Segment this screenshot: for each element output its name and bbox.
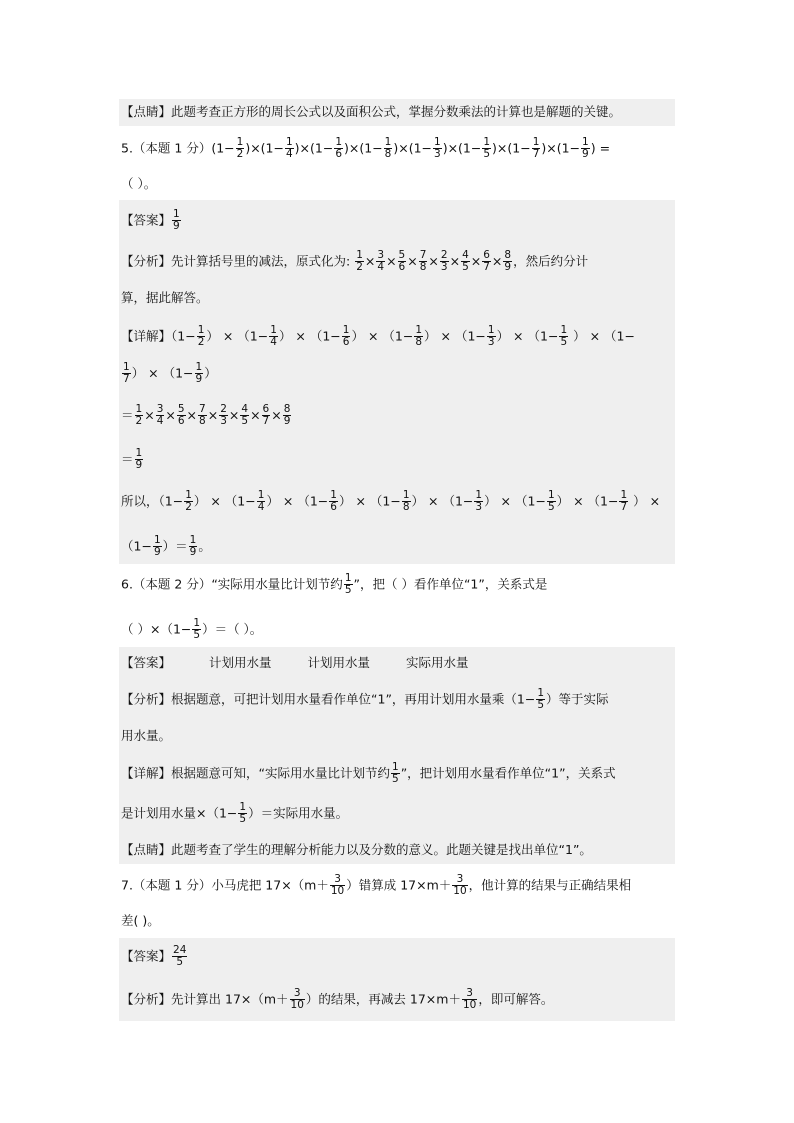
denominator: 9 bbox=[504, 261, 512, 274]
fraction bbox=[342, 325, 351, 349]
text-span: ）＝ bbox=[162, 538, 188, 554]
text-span: ＝ bbox=[121, 451, 134, 467]
equals: = bbox=[599, 140, 611, 156]
fraction bbox=[482, 250, 491, 274]
detail-label: 【详解】 bbox=[121, 328, 172, 344]
fraction bbox=[532, 137, 541, 161]
dianjing-label: 【点睛】 bbox=[121, 842, 172, 857]
fraction bbox=[487, 325, 496, 349]
denominator: 6 bbox=[335, 148, 343, 161]
denominator: 4 bbox=[270, 336, 277, 349]
denominator: 5 bbox=[547, 501, 555, 514]
denominator: 9 bbox=[189, 546, 197, 559]
denominator: 10 bbox=[290, 999, 304, 1012]
q6-question-line2 bbox=[121, 618, 262, 642]
denominator: 9 bbox=[283, 415, 291, 428]
numerator: 1 bbox=[173, 208, 180, 220]
numerator: 1 bbox=[185, 489, 192, 501]
analysis-label: 【分析】 bbox=[121, 253, 172, 269]
answer-3: 实际用水量 bbox=[406, 655, 469, 670]
answer-label: 【答案】 bbox=[121, 948, 172, 964]
text-span: × bbox=[228, 407, 240, 423]
denominator: 5 bbox=[537, 699, 545, 712]
text-span: × bbox=[144, 407, 155, 423]
answer-1: 计划用水量 bbox=[209, 655, 272, 670]
denominator: 7 bbox=[123, 373, 130, 386]
numerator: 8 bbox=[504, 249, 512, 261]
text-span: ） × （1− bbox=[266, 493, 329, 509]
q5-detail-step2 bbox=[121, 448, 144, 472]
answer-fraction bbox=[172, 945, 187, 969]
denominator: 2 bbox=[236, 148, 244, 161]
denominator: 9 bbox=[582, 148, 589, 161]
text-span: ，他计算的结果与正确结果相 bbox=[468, 877, 632, 893]
numerator: 1 bbox=[197, 324, 205, 336]
numerator: 4 bbox=[462, 249, 469, 261]
op-text: )×(1− bbox=[344, 140, 383, 156]
fraction bbox=[219, 404, 228, 428]
numerator: 1 bbox=[384, 136, 392, 148]
numerator: 1 bbox=[434, 136, 441, 148]
text-span: ） × （1− bbox=[484, 493, 546, 509]
denominator: 6 bbox=[330, 501, 337, 514]
fraction bbox=[414, 325, 423, 349]
fraction bbox=[440, 250, 449, 274]
q5-detail bbox=[121, 325, 635, 349]
q6-detail bbox=[121, 762, 616, 786]
text-span: 是计划用水量×（1− bbox=[121, 805, 238, 821]
q6-prefix: 6.（本题 2 分）“实际用水量比计划节约 bbox=[121, 576, 343, 592]
numerator: 1 bbox=[236, 136, 244, 148]
numerator: 1 bbox=[285, 136, 293, 148]
q6-dianjing bbox=[121, 844, 592, 857]
numerator: 2 bbox=[440, 249, 448, 261]
text-span: （ ）×（1− bbox=[121, 621, 192, 637]
denominator: 5 bbox=[176, 956, 184, 969]
denominator: 5 bbox=[193, 629, 201, 642]
fraction bbox=[391, 762, 400, 786]
text-span: ） × （1− bbox=[569, 328, 635, 344]
denominator: 4 bbox=[156, 415, 164, 428]
fraction bbox=[135, 448, 144, 472]
denominator: 3 bbox=[220, 415, 227, 428]
analysis-label: 【分析】 bbox=[121, 691, 172, 707]
denominator: 4 bbox=[377, 261, 385, 274]
denominator: 3 bbox=[440, 261, 448, 274]
denominator: 9 bbox=[195, 373, 203, 386]
numerator: 5 bbox=[177, 403, 185, 415]
denominator: 5 bbox=[392, 773, 399, 786]
numerator: 5 bbox=[398, 249, 406, 261]
fraction bbox=[461, 250, 470, 274]
q6-analysis-line2: 用水量。 bbox=[121, 728, 172, 743]
fraction bbox=[236, 137, 245, 161]
analysis-text-tail: ，然后约分计 bbox=[513, 253, 589, 269]
q7-prefix: 7.（本题 1 分）小马虎把 17×（m＋ bbox=[121, 877, 329, 893]
denominator: 7 bbox=[483, 261, 490, 274]
text-span: ）的结果，再减去 17×m＋ bbox=[305, 991, 461, 1007]
numerator: 1 bbox=[532, 136, 540, 148]
text-span: ） × （1− bbox=[278, 328, 341, 344]
detail-label: 【详解】 bbox=[121, 765, 172, 781]
text-span: ）等于实际 bbox=[546, 691, 609, 707]
denominator: 9 bbox=[135, 459, 143, 472]
text-span: ） × （1− bbox=[193, 493, 256, 509]
numerator: 1 bbox=[239, 801, 247, 813]
denominator: 7 bbox=[262, 415, 270, 428]
denominator: 3 bbox=[487, 336, 495, 349]
denominator: 5 bbox=[483, 148, 491, 161]
numerator: 1 bbox=[620, 489, 628, 501]
fraction bbox=[153, 535, 162, 559]
q7-analysis bbox=[121, 988, 553, 1012]
fraction bbox=[122, 362, 131, 386]
fraction bbox=[290, 988, 305, 1012]
text-span: × bbox=[407, 253, 418, 269]
answer-2: 计划用水量 bbox=[307, 655, 371, 670]
numerator: 1 bbox=[193, 617, 201, 629]
text-span: ） × bbox=[629, 493, 661, 509]
text-span: × bbox=[165, 407, 176, 423]
fraction bbox=[195, 362, 204, 386]
denominator: 8 bbox=[199, 415, 206, 428]
numerator: 1 bbox=[135, 403, 143, 415]
text-span: × bbox=[250, 407, 261, 423]
text-span: × bbox=[449, 253, 461, 269]
denominator: 10 bbox=[330, 885, 345, 898]
denominator: 8 bbox=[402, 501, 410, 514]
numerator: 1 bbox=[153, 534, 161, 546]
denominator: 5 bbox=[241, 415, 249, 428]
op-text: )×(1− bbox=[541, 140, 581, 156]
text-span: ） × （1− bbox=[556, 493, 619, 509]
numerator: 1 bbox=[402, 489, 410, 501]
fraction bbox=[184, 490, 193, 514]
op-text: )×(1− bbox=[492, 140, 531, 156]
q6-detail-line2 bbox=[121, 802, 348, 826]
text-span: ） bbox=[204, 365, 217, 381]
text-span: × bbox=[271, 407, 282, 423]
denominator: 2 bbox=[135, 415, 143, 428]
numerator: 1 bbox=[487, 324, 495, 336]
text-span: ）错算成 17×m＋ bbox=[346, 877, 452, 893]
q7-question bbox=[121, 874, 631, 898]
q4-dianjing: 【点睛】此题考查正方形的周长公式以及面积公式，掌握分数乘法的计算也是解题的关键。 bbox=[121, 104, 622, 119]
fraction bbox=[384, 137, 393, 161]
numerator: 7 bbox=[199, 403, 206, 415]
op-text: )×(1− bbox=[442, 140, 482, 156]
denominator: 6 bbox=[342, 336, 350, 349]
text-span: ） × （1− bbox=[338, 493, 401, 509]
text-span: ，即可解答。 bbox=[478, 991, 554, 1007]
numerator: 3 bbox=[156, 403, 164, 415]
numerator: 4 bbox=[241, 403, 249, 415]
fraction bbox=[474, 490, 483, 514]
numerator: 3 bbox=[452, 874, 467, 886]
text-span: ） × （1− bbox=[206, 328, 269, 344]
numerator: 1 bbox=[415, 324, 423, 336]
numerator: 1 bbox=[392, 761, 399, 773]
denominator: 5 bbox=[560, 336, 568, 349]
answer-fraction bbox=[172, 209, 181, 233]
fraction bbox=[285, 137, 294, 161]
fraction bbox=[177, 404, 186, 428]
text-span: ） × （1− bbox=[411, 493, 474, 509]
fraction bbox=[452, 874, 467, 898]
op-text: )×(1− bbox=[245, 140, 284, 156]
paren-text: (1− bbox=[211, 140, 235, 156]
fraction bbox=[482, 137, 491, 161]
text-span: ） × （1− bbox=[496, 328, 559, 344]
text-span: 根据题意，可把计划用水量看作单位“1”，再用计划用水量乘（1− bbox=[171, 691, 536, 707]
numerator: 1 bbox=[123, 361, 130, 373]
text-span: ）＝实际用水量。 bbox=[248, 805, 349, 821]
text-span: 先计算出 17×（m＋ bbox=[171, 991, 289, 1007]
q5-analysis-line2: 算，据此解答。 bbox=[121, 290, 209, 305]
text-span: （1− bbox=[121, 538, 152, 554]
fraction bbox=[257, 490, 266, 514]
numerator: 1 bbox=[135, 447, 143, 459]
text-span: ） × （1− bbox=[424, 328, 486, 344]
q5-detail-step1 bbox=[121, 404, 292, 428]
text-span: 根据题意可知，“实际用水量比计划节约 bbox=[171, 765, 390, 781]
fraction bbox=[329, 490, 338, 514]
numerator: 1 bbox=[537, 687, 545, 699]
numerator: 2 bbox=[220, 403, 227, 415]
text-span: × bbox=[186, 407, 198, 423]
fraction bbox=[240, 404, 249, 428]
analysis-label: 【分析】 bbox=[121, 991, 172, 1007]
text-span: ”，把计划用水量看作单位“1”，关系式 bbox=[400, 765, 616, 781]
fraction bbox=[559, 325, 568, 349]
numerator: 1 bbox=[344, 572, 352, 584]
fraction bbox=[238, 802, 247, 826]
text-span: × bbox=[428, 253, 439, 269]
numerator: 3 bbox=[377, 249, 385, 261]
denominator: 10 bbox=[462, 999, 477, 1012]
q6-question bbox=[121, 573, 547, 597]
fraction bbox=[189, 535, 198, 559]
fraction bbox=[283, 404, 292, 428]
numerator: 1 bbox=[560, 324, 568, 336]
numerator: 1 bbox=[195, 361, 203, 373]
denominator: 9 bbox=[173, 220, 180, 233]
fraction bbox=[334, 137, 343, 161]
text-span: × bbox=[207, 407, 219, 423]
fraction bbox=[419, 250, 428, 274]
fraction bbox=[269, 325, 278, 349]
text-span: ＝ bbox=[121, 407, 134, 423]
fraction bbox=[330, 874, 345, 898]
q6-analysis bbox=[121, 688, 609, 712]
text-span: （1− bbox=[158, 493, 184, 509]
fraction bbox=[192, 618, 201, 642]
q7-answer bbox=[121, 945, 188, 969]
denominator: 2 bbox=[356, 261, 363, 274]
q7-question-line2: 差( )。 bbox=[121, 913, 160, 928]
q5-answer bbox=[121, 209, 182, 233]
text-span: × bbox=[386, 253, 397, 269]
denominator: 3 bbox=[475, 501, 483, 514]
text-span: 此题考查了学生的理解分析能力以及分数的意义。此题关键是找出单位“1”。 bbox=[171, 842, 592, 857]
numerator: 3 bbox=[330, 874, 345, 886]
q5-conclusion-line2 bbox=[121, 535, 211, 559]
fraction bbox=[156, 404, 165, 428]
fraction bbox=[355, 250, 364, 274]
fraction bbox=[344, 573, 353, 597]
op-text: )×(1− bbox=[393, 140, 433, 156]
text-span: （1− bbox=[171, 328, 196, 344]
denominator: 2 bbox=[185, 501, 192, 514]
q6-solution-block bbox=[119, 647, 675, 864]
numerator: 1 bbox=[189, 534, 197, 546]
fraction bbox=[197, 325, 206, 349]
text-span: 。 bbox=[198, 538, 211, 554]
denominator: 8 bbox=[415, 336, 423, 349]
text-span: ) bbox=[590, 140, 596, 156]
denominator: 10 bbox=[453, 885, 467, 898]
fraction bbox=[619, 490, 628, 514]
fraction bbox=[398, 250, 407, 274]
conclusion-prefix: 所以， bbox=[121, 493, 159, 509]
text-span: ） × （1− bbox=[351, 328, 414, 344]
q5-conclusion bbox=[121, 490, 660, 514]
answer-label: 【答案】 bbox=[121, 655, 172, 670]
numerator: 1 bbox=[342, 324, 350, 336]
fraction bbox=[376, 250, 385, 274]
numerator: 3 bbox=[462, 988, 477, 1000]
text-span: × bbox=[364, 253, 376, 269]
denominator: 5 bbox=[462, 261, 469, 274]
q5-prefix: 5.（本题 1 分） bbox=[121, 140, 212, 156]
q5-detail-line2 bbox=[121, 362, 217, 386]
analysis-text: 先计算括号里的减法，原式化为: bbox=[171, 253, 355, 269]
fraction bbox=[462, 988, 477, 1012]
numerator: 1 bbox=[257, 489, 265, 501]
denominator: 4 bbox=[285, 148, 293, 161]
denominator: 2 bbox=[197, 336, 205, 349]
op-text: )×(1− bbox=[294, 140, 334, 156]
numerator: 1 bbox=[335, 136, 343, 148]
denominator: 3 bbox=[434, 148, 441, 161]
numerator: 1 bbox=[547, 489, 555, 501]
denominator: 6 bbox=[398, 261, 406, 274]
denominator: 7 bbox=[532, 148, 540, 161]
denominator: 8 bbox=[384, 148, 392, 161]
numerator: 24 bbox=[173, 944, 187, 956]
denominator: 5 bbox=[239, 813, 247, 826]
fraction bbox=[433, 137, 442, 161]
denominator: 6 bbox=[177, 415, 185, 428]
text-span: ）＝（ ）。 bbox=[202, 621, 263, 637]
numerator: 1 bbox=[582, 136, 589, 148]
denominator: 5 bbox=[344, 584, 352, 597]
fraction bbox=[262, 404, 271, 428]
text-span: × bbox=[491, 253, 503, 269]
fraction bbox=[503, 250, 512, 274]
fraction bbox=[402, 490, 411, 514]
numerator: 1 bbox=[330, 489, 337, 501]
text-span: ） × （1− bbox=[131, 365, 194, 381]
denominator: 4 bbox=[257, 501, 265, 514]
numerator: 6 bbox=[262, 403, 270, 415]
denominator: 7 bbox=[620, 501, 628, 514]
numerator: 7 bbox=[419, 249, 427, 261]
q6-mid: ”，把（ ）看作单位“1”，关系式是 bbox=[353, 576, 548, 592]
fraction bbox=[198, 404, 207, 428]
fraction bbox=[581, 137, 590, 161]
numerator: 1 bbox=[475, 489, 483, 501]
q6-answer bbox=[121, 657, 469, 670]
denominator: 9 bbox=[153, 546, 161, 559]
numerator: 6 bbox=[483, 249, 490, 261]
q5-question bbox=[121, 137, 610, 161]
fraction bbox=[135, 404, 144, 428]
numerator: 8 bbox=[283, 403, 291, 415]
text-span: × bbox=[470, 253, 482, 269]
answer-label: 【答案】 bbox=[121, 212, 172, 228]
fraction bbox=[536, 688, 545, 712]
numerator: 1 bbox=[356, 249, 363, 261]
denominator: 8 bbox=[419, 261, 427, 274]
fraction bbox=[547, 490, 556, 514]
numerator: 3 bbox=[290, 988, 305, 1000]
q5-blank: （ ）。 bbox=[121, 176, 157, 191]
numerator: 1 bbox=[483, 136, 491, 148]
q5-analysis bbox=[121, 250, 588, 274]
numerator: 1 bbox=[270, 324, 277, 336]
